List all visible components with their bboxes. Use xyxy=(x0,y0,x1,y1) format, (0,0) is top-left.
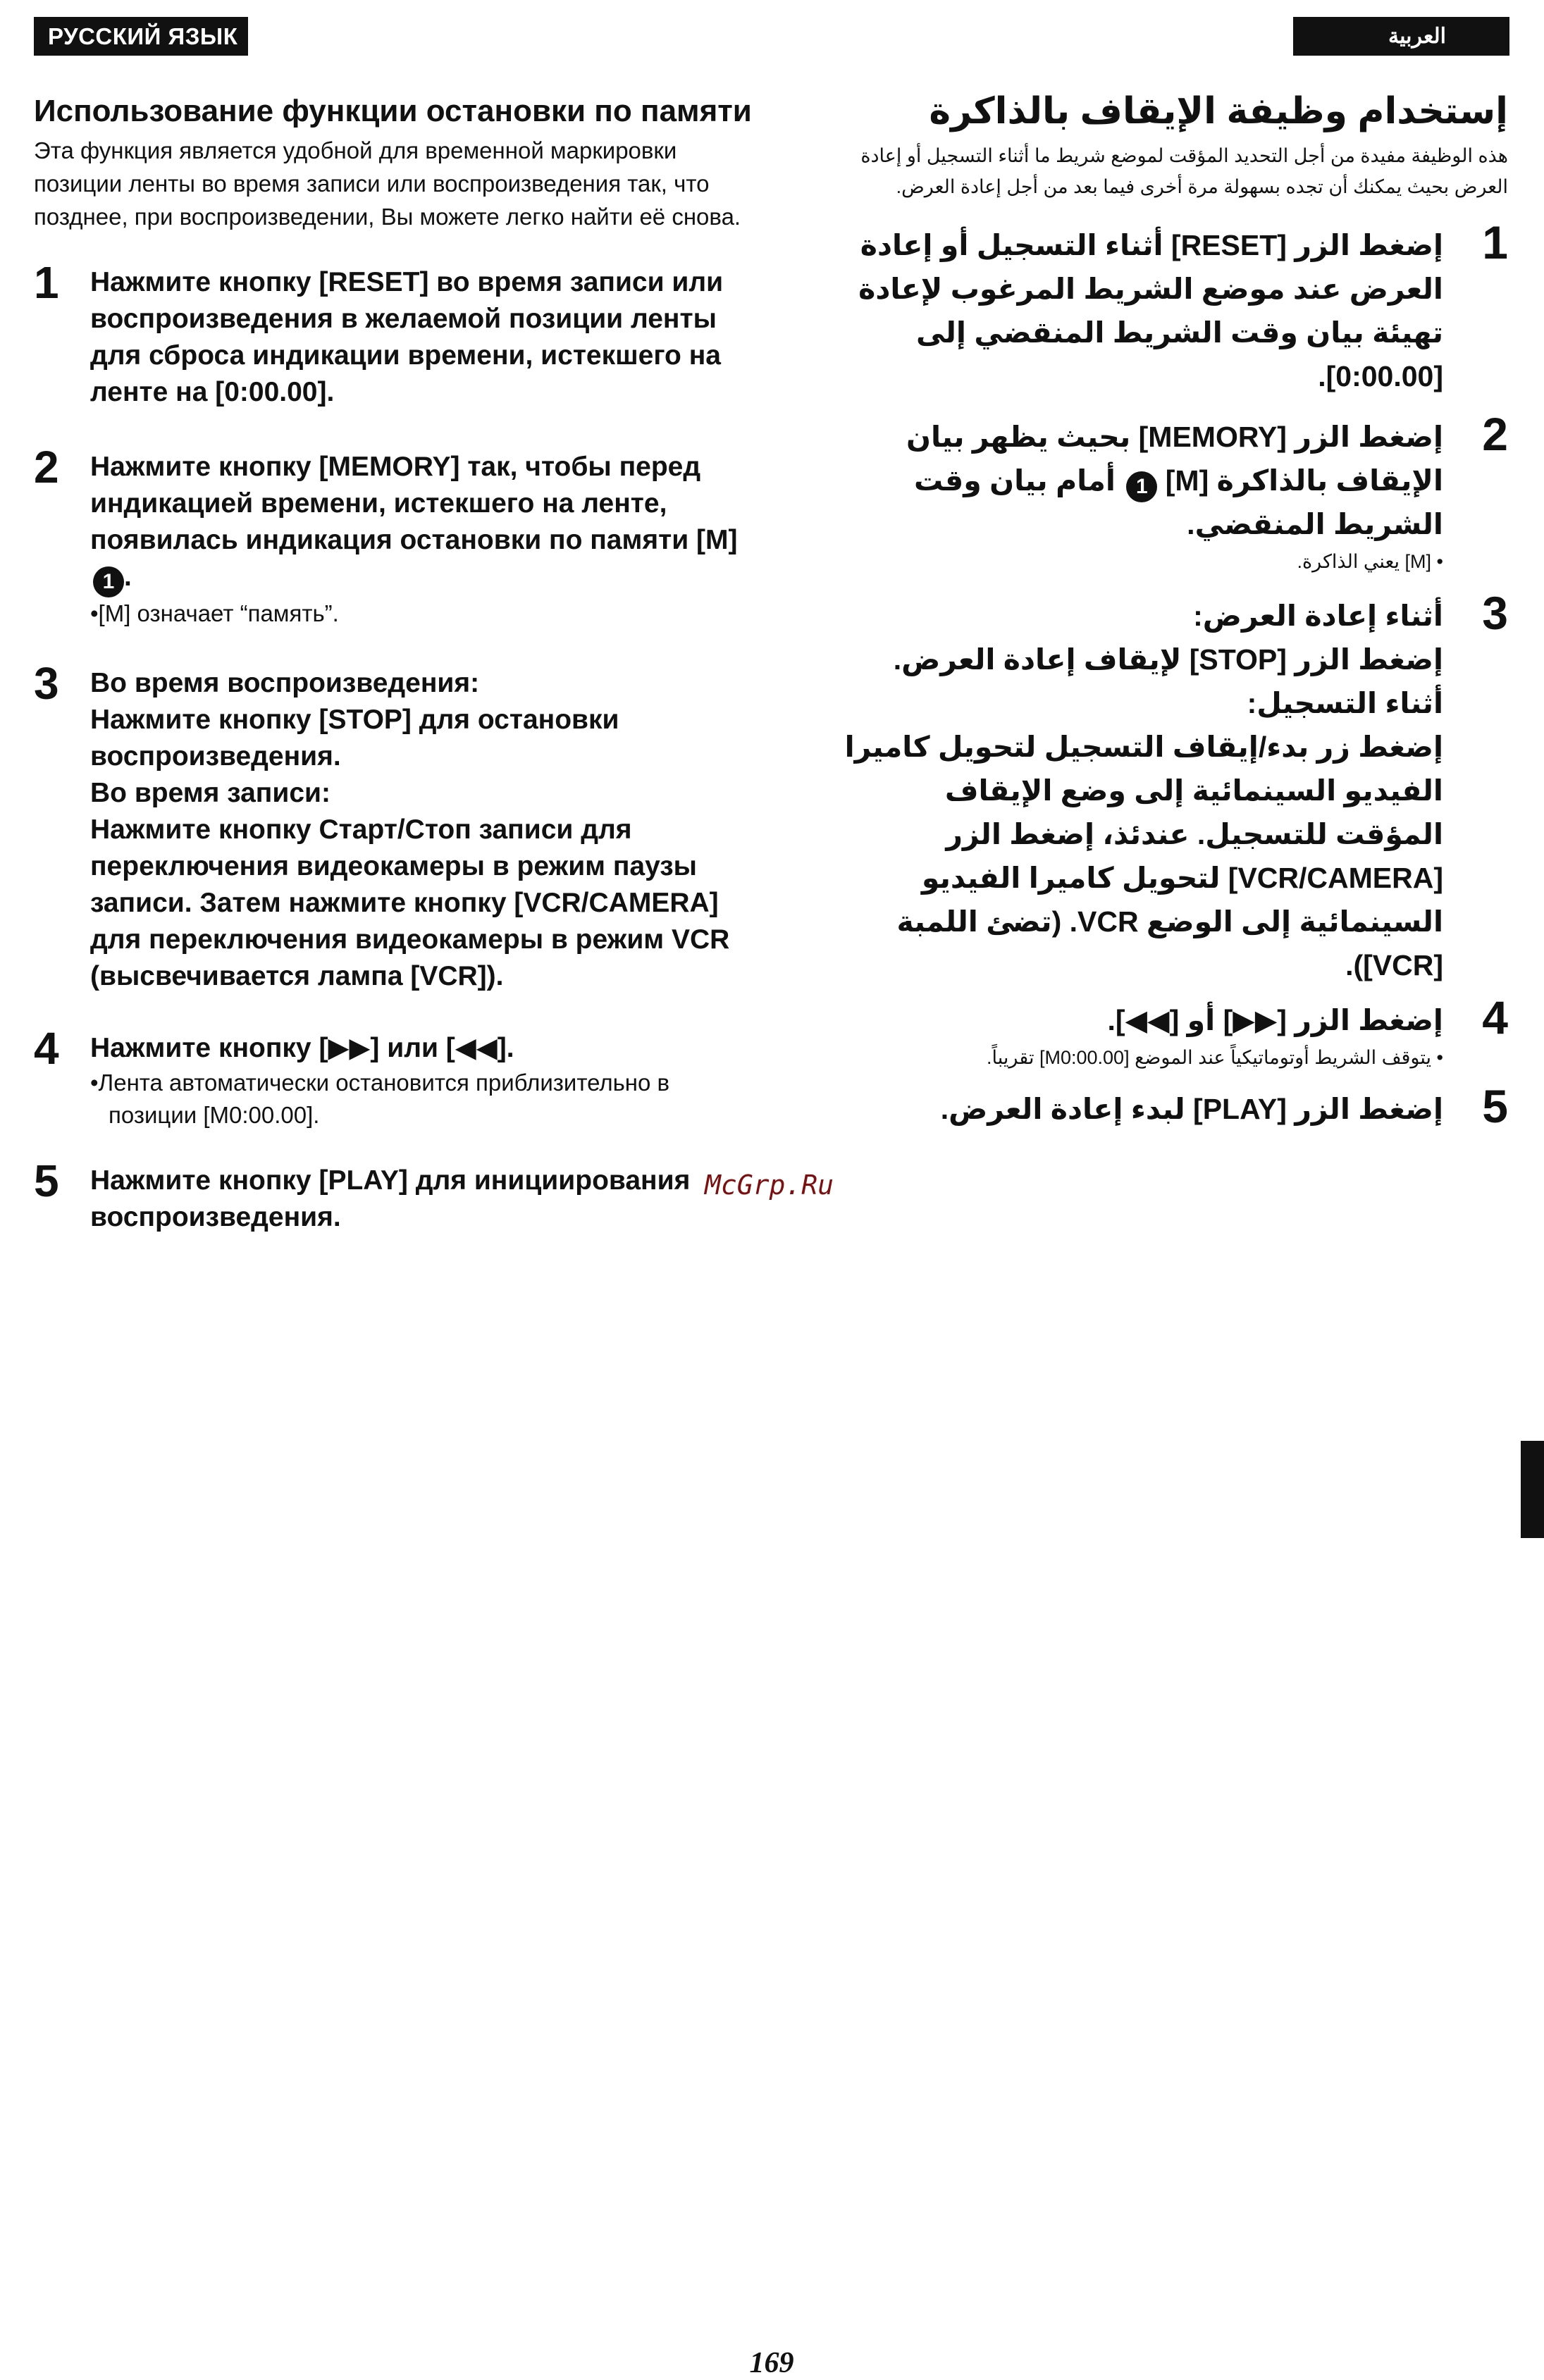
page-edge-tab xyxy=(1521,1441,1544,1538)
step-subheading: أثناء إعادة العرض: xyxy=(1193,600,1443,632)
step-number: 1 xyxy=(34,257,59,308)
step-text: Нажмите кнопку [PLAY] для инициирования воспроизведения. xyxy=(90,1165,691,1232)
russian-column xyxy=(34,92,753,1236)
step-text: Нажмите кнопку [▶▶] или [◀◀]. xyxy=(90,1033,514,1063)
watermark: McGrp.Ru xyxy=(705,1170,834,1201)
language-tab-arabic: العربية xyxy=(1293,17,1509,56)
ru-step-5 xyxy=(34,1155,753,1236)
ar-step-5 xyxy=(832,1080,1508,1132)
step-text: Нажмите кнопку Старт/Стоп записи для переключения видеокамеры в режим паузы записи. Затем нажмите кнопку [VCR/CAMERA] для переключения видеокамеры в режим VCR (высвечивается лампа [VCR]). xyxy=(90,814,730,991)
step-note: • [M] يعني الذاكرة. xyxy=(1297,551,1443,572)
callout-marker-icon: 1 xyxy=(1126,471,1157,502)
step-text: إضغط الزر [MEMORY] بحيث يظهر بيان الإيقاف بالذاكرة [M] 1 أمام بيان وقت الشريط المنقضي. xyxy=(906,421,1443,540)
page-number: 169 xyxy=(749,2347,794,2379)
step-text: إضغط الزر [PLAY] لبدء إعادة العرض. xyxy=(940,1093,1443,1125)
ar-intro-text: هذه الوظيفة مفيدة من أجل التحديد المؤقت لموضع شريط ما أثناء التسجيل أو إعادة العرض بحيث يمكنك أن تجده بسهولة مرة أخرى فيما بعد من أجل إعادة العرض. xyxy=(860,145,1508,197)
step-note: •[M] означает “память”. xyxy=(90,600,339,626)
step-text: إضغط الزر [▶▶] أو [◀◀]. xyxy=(1107,1004,1443,1036)
step-number: 4 xyxy=(1482,991,1508,1043)
step-number: 4 xyxy=(34,1023,59,1074)
step-number: 1 xyxy=(1482,216,1508,268)
step-subheading: Во время записи: xyxy=(90,778,331,808)
step-number: 2 xyxy=(1482,408,1508,460)
step-text: إضغط زر بدء/إيقاف التسجيل لتحويل كاميرا الفيديو السينمائية إلى وضع الإيقاف المؤقت للتسجيل. عندئذ، إضغط الزر [VCR/CAMERA] لتحويل كاميرا الفيديو السينمائية إلى الوضع VCR. (تضئ اللمبة [VCR]). xyxy=(844,731,1443,981)
step-subheading: Во время воспроизведения: xyxy=(90,668,480,698)
arabic-column xyxy=(832,88,1508,1131)
ar-step-2 xyxy=(832,408,1508,577)
ar-step-3 xyxy=(832,587,1508,987)
ru-step-4 xyxy=(34,1023,753,1132)
step-text: إضغط الزر [RESET] أثناء التسجيل أو إعادة العرض عند موضع الشريط المرغوب لإعادة تهيئة بيان وقت الشريط المنقضي إلى [0:00.00]. xyxy=(858,229,1443,392)
step-text: Нажмите кнопку [RESET] во время записи или воспроизведения в желаемой позиции ленты для сброса индикации времени, истекшего на ленте на [0:00.00]. xyxy=(90,267,724,407)
ru-section-title: Использование функции остановки по памяти xyxy=(34,94,752,128)
ru-intro-text: Эта функция является удобной для временной маркировки позиции ленты во время записи или воспроизведения так, что позднее, при воспроизведении, Вы можете легко найти её снова. xyxy=(34,137,741,230)
step-text: Нажмите кнопку [STOP] для остановки воспроизведения. xyxy=(90,705,619,771)
step-number: 5 xyxy=(1482,1080,1508,1132)
ar-step-1 xyxy=(832,216,1508,398)
step-note: •Лента автоматически остановится приблизительно в позиции [M0:00.00]. xyxy=(90,1070,670,1128)
callout-marker-icon: 1 xyxy=(93,566,124,597)
step-subheading: أثناء التسجيل: xyxy=(1247,687,1443,719)
step-number: 2 xyxy=(34,442,59,492)
ar-section-title: إستخدام وظيفة الإيقاف بالذاكرة xyxy=(929,91,1508,132)
step-number: 3 xyxy=(34,658,59,709)
ar-step-4 xyxy=(832,991,1508,1073)
language-tab-russian: РУССКИЙ ЯЗЫК xyxy=(34,17,248,56)
step-text: إضغط الزر [STOP] لإيقاف إعادة العرض. xyxy=(893,643,1443,676)
ru-step-2 xyxy=(34,442,753,630)
ru-step-3 xyxy=(34,658,753,995)
step-note: • يتوقف الشريط أوتوماتيكياً عند الموضع [M0:00.00] تقريباً. xyxy=(987,1047,1443,1068)
ru-step-1 xyxy=(34,257,753,411)
step-text: Нажмите кнопку [MEMORY] так, чтобы перед индикацией времени, истекшего на ленте, появилась индикация остановки по памяти [M] 1 . xyxy=(90,449,753,597)
step-number: 5 xyxy=(34,1155,59,1206)
step-number: 3 xyxy=(1482,587,1508,639)
